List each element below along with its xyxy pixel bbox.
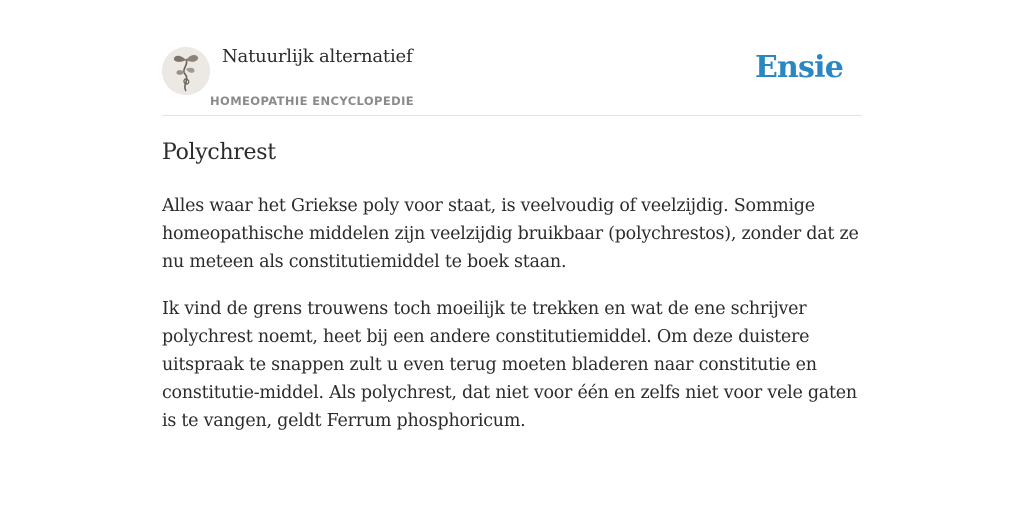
- article-paragraph: Ik vind de grens trouwens toch moeilijk te trekken en wat de ene schrijver polychrest noemt, heet bij een andere constitutiemiddel. Om deze duistere uitspraak te snappen zult u even terug moeten bladeren naar constitutie en constitutie-middel. Als polychrest, dat niet voor één en zelfs niet voor vele gaten is te vangen, geldt Ferrum phosphoricum.: [162, 299, 857, 431]
- article-paragraph: Alles waar het Griekse poly voor staat, is veelvoudig of veelzijdig. Sommige homeopathische middelen zijn veelzijdig bruikbaar (polychrestos), zonder dat ze nu meteen als constitutiemiddel te boek staan.: [162, 196, 859, 272]
- article-title: Polychrest: [162, 140, 276, 165]
- site-subtitle: HOMEOPATHIE ENCYCLOPEDIE: [210, 94, 414, 108]
- plant-sprout-icon[interactable]: [162, 47, 210, 95]
- brand-logo-link[interactable]: Ensie: [754, 50, 843, 85]
- page: [162, 0, 862, 431]
- site-title[interactable]: Natuurlijk alternatief: [222, 46, 413, 67]
- site-header: [162, 0, 862, 116]
